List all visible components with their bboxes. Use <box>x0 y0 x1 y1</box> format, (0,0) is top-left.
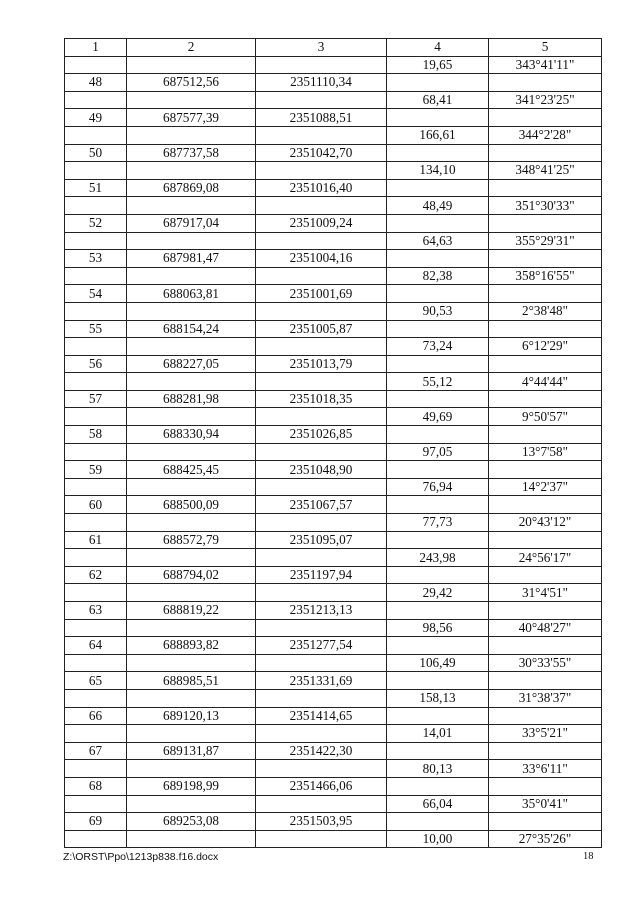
coord-y: 2351095,07 <box>256 531 387 549</box>
header-row <box>65 39 602 57</box>
segment-row <box>65 549 602 567</box>
coord-y: 2351414,65 <box>256 707 387 725</box>
segment-length: 77,73 <box>387 514 489 532</box>
point-number: 51 <box>65 179 127 197</box>
point-number: 48 <box>65 74 127 92</box>
segment-length: 55,12 <box>387 373 489 391</box>
segment-angle: 344°2'28" <box>489 126 602 144</box>
segment-row <box>65 478 602 496</box>
coord-x: 689120,13 <box>127 707 256 725</box>
coord-x: 687869,08 <box>127 179 256 197</box>
segment-angle: 2°38'48" <box>489 302 602 320</box>
coord-y: 2351197,94 <box>256 566 387 584</box>
segment-length: 80,13 <box>387 760 489 778</box>
segment-row <box>65 126 602 144</box>
segment-angle: 24°56'17" <box>489 549 602 567</box>
coord-x: 688500,09 <box>127 496 256 514</box>
point-row <box>65 707 602 725</box>
column-header: 3 <box>256 39 387 57</box>
coord-y: 2351016,40 <box>256 179 387 197</box>
segment-angle: 6°12'29" <box>489 338 602 356</box>
coord-x: 689131,87 <box>127 742 256 760</box>
point-number: 54 <box>65 285 127 303</box>
coord-y: 2351088,51 <box>256 109 387 127</box>
coord-y: 2351110,34 <box>256 74 387 92</box>
coord-y: 2351001,69 <box>256 285 387 303</box>
point-number: 50 <box>65 144 127 162</box>
segment-row <box>65 619 602 637</box>
coord-y: 2351004,16 <box>256 250 387 268</box>
point-row <box>65 109 602 127</box>
segment-length: 73,24 <box>387 338 489 356</box>
column-header: 4 <box>387 39 489 57</box>
segment-row <box>65 197 602 215</box>
point-number: 52 <box>65 214 127 232</box>
coord-y: 2351018,35 <box>256 390 387 408</box>
segment-row <box>65 267 602 285</box>
coord-y: 2351503,95 <box>256 813 387 831</box>
segment-length: 19,65 <box>387 56 489 74</box>
segment-angle: 33°6'11" <box>489 760 602 778</box>
segment-angle: 355°29'31" <box>489 232 602 250</box>
segment-angle: 351°30'33" <box>489 197 602 215</box>
point-row <box>65 179 602 197</box>
segment-row <box>65 654 602 672</box>
segment-row <box>65 408 602 426</box>
point-row <box>65 250 602 268</box>
coord-x: 687577,39 <box>127 109 256 127</box>
segment-length: 82,38 <box>387 267 489 285</box>
coord-x: 688893,82 <box>127 637 256 655</box>
segment-length: 158,13 <box>387 689 489 707</box>
coord-y: 2351013,79 <box>256 355 387 373</box>
segment-angle: 348°41'25" <box>489 162 602 180</box>
segment-length: 134,10 <box>387 162 489 180</box>
coord-x: 688425,45 <box>127 461 256 479</box>
segment-length: 48,49 <box>387 197 489 215</box>
segment-angle: 4°44'44" <box>489 373 602 391</box>
segment-angle: 31°4'51" <box>489 584 602 602</box>
segment-length: 90,53 <box>387 302 489 320</box>
coord-x: 688819,22 <box>127 602 256 620</box>
coord-y: 2351042,70 <box>256 144 387 162</box>
point-number: 64 <box>65 637 127 655</box>
point-row <box>65 777 602 795</box>
segment-length: 29,42 <box>387 584 489 602</box>
coord-y: 2351009,24 <box>256 214 387 232</box>
point-row <box>65 742 602 760</box>
point-number: 49 <box>65 109 127 127</box>
coord-x: 687981,47 <box>127 250 256 268</box>
point-row <box>65 637 602 655</box>
segment-angle: 14°2'37" <box>489 478 602 496</box>
segment-angle: 341°23'25" <box>489 91 602 109</box>
coord-y: 2351067,57 <box>256 496 387 514</box>
coord-x: 688572,79 <box>127 531 256 549</box>
segment-angle: 343°41'11" <box>489 56 602 74</box>
segment-row <box>65 760 602 778</box>
segment-length: 97,05 <box>387 443 489 461</box>
point-row <box>65 461 602 479</box>
point-number: 65 <box>65 672 127 690</box>
segment-row <box>65 584 602 602</box>
segment-length: 64,63 <box>387 232 489 250</box>
segment-angle: 33°5'21" <box>489 725 602 743</box>
segment-row <box>65 443 602 461</box>
point-row <box>65 426 602 444</box>
point-row <box>65 496 602 514</box>
point-number: 61 <box>65 531 127 549</box>
segment-row <box>65 689 602 707</box>
point-number: 67 <box>65 742 127 760</box>
segment-row <box>65 91 602 109</box>
segment-row <box>65 514 602 532</box>
point-number: 58 <box>65 426 127 444</box>
point-number: 63 <box>65 602 127 620</box>
point-row <box>65 355 602 373</box>
column-header: 1 <box>65 39 127 57</box>
segment-angle: 35°0'41" <box>489 795 602 813</box>
coord-y: 2351048,90 <box>256 461 387 479</box>
coord-x: 688281,98 <box>127 390 256 408</box>
segment-angle: 13°7'58" <box>489 443 602 461</box>
segment-length: 243,98 <box>387 549 489 567</box>
point-number: 59 <box>65 461 127 479</box>
segment-angle: 30°33'55" <box>489 654 602 672</box>
coord-x: 689253,08 <box>127 813 256 831</box>
segment-row <box>65 725 602 743</box>
point-row <box>65 285 602 303</box>
point-row <box>65 602 602 620</box>
coord-y: 2351005,87 <box>256 320 387 338</box>
coord-y: 2351422,30 <box>256 742 387 760</box>
point-number: 68 <box>65 777 127 795</box>
segment-angle: 9°50'57" <box>489 408 602 426</box>
coord-x: 688985,51 <box>127 672 256 690</box>
coord-x: 688227,05 <box>127 355 256 373</box>
point-number: 66 <box>65 707 127 725</box>
segment-angle: 358°16'55" <box>489 267 602 285</box>
point-number: 69 <box>65 813 127 831</box>
coord-y: 2351466,06 <box>256 777 387 795</box>
point-row <box>65 320 602 338</box>
segment-length: 76,94 <box>387 478 489 496</box>
segment-angle: 20°43'12" <box>489 514 602 532</box>
coord-x: 688794,02 <box>127 566 256 584</box>
segment-angle: 27°35'26" <box>489 830 602 848</box>
segment-length: 166,61 <box>387 126 489 144</box>
segment-length: 98,56 <box>387 619 489 637</box>
coord-x: 687917,04 <box>127 214 256 232</box>
segment-row <box>65 302 602 320</box>
column-header: 5 <box>489 39 602 57</box>
column-header: 2 <box>127 39 256 57</box>
footer-page-number: 18 <box>583 851 594 862</box>
point-number: 60 <box>65 496 127 514</box>
coord-x: 688063,81 <box>127 285 256 303</box>
point-row <box>65 813 602 831</box>
point-number: 53 <box>65 250 127 268</box>
coord-y: 2351026,85 <box>256 426 387 444</box>
footer-file-path: Z:\ORST\Ppo\1213p838.f16.docx <box>63 851 219 863</box>
point-row <box>65 390 602 408</box>
segment-row <box>65 232 602 250</box>
point-row <box>65 144 602 162</box>
point-row <box>65 531 602 549</box>
point-number: 55 <box>65 320 127 338</box>
point-number: 57 <box>65 390 127 408</box>
segment-length: 49,69 <box>387 408 489 426</box>
coord-x: 687737,58 <box>127 144 256 162</box>
segment-row <box>65 795 602 813</box>
segment-angle: 40°48'27" <box>489 619 602 637</box>
point-number: 62 <box>65 566 127 584</box>
point-row <box>65 74 602 92</box>
segment-length: 14,01 <box>387 725 489 743</box>
segment-row <box>65 373 602 391</box>
coord-x: 687512,56 <box>127 74 256 92</box>
coord-x: 689198,99 <box>127 777 256 795</box>
coordinates-table <box>64 38 602 848</box>
segment-row <box>65 830 602 848</box>
point-row <box>65 566 602 584</box>
segment-row <box>65 56 602 74</box>
segment-length: 66,04 <box>387 795 489 813</box>
segment-length: 10,00 <box>387 830 489 848</box>
point-row <box>65 672 602 690</box>
segment-row <box>65 338 602 356</box>
point-row <box>65 214 602 232</box>
coord-y: 2351213,13 <box>256 602 387 620</box>
segment-angle: 31°38'37" <box>489 689 602 707</box>
coord-x: 688154,24 <box>127 320 256 338</box>
point-number: 56 <box>65 355 127 373</box>
coord-y: 2351277,54 <box>256 637 387 655</box>
segment-row <box>65 162 602 180</box>
segment-length: 106,49 <box>387 654 489 672</box>
table-body <box>65 39 602 848</box>
segment-length: 68,41 <box>387 91 489 109</box>
coord-x: 688330,94 <box>127 426 256 444</box>
coord-y: 2351331,69 <box>256 672 387 690</box>
